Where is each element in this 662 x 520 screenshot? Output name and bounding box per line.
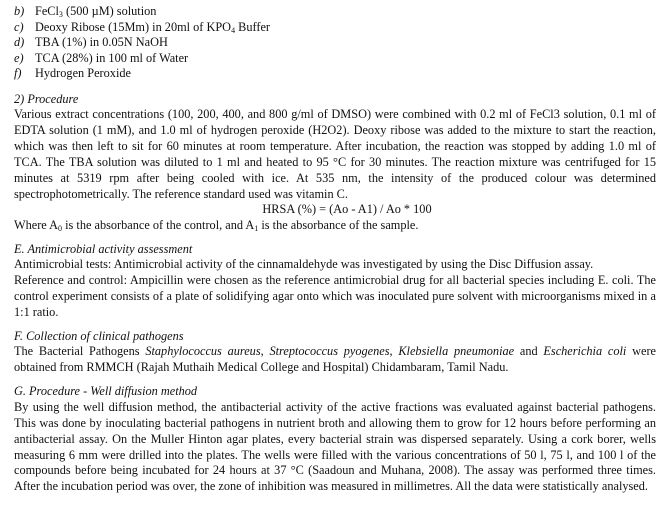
species-name: Streptococcus pyogenes <box>269 344 390 359</box>
species-name: Klebsiella pneumoniae <box>398 344 515 359</box>
reagent-list <box>14 4 656 82</box>
formula-explanation: Where $A_0$ is the absorbance of the control, and $A_1$ is the absorbance of the sample. <box>14 217 419 233</box>
reagent-item: f) Hydrogen Peroxide <box>14 66 131 80</box>
well-diffusion-paragraph: By using the well diffusion method, the antibacterial activity of the active fractions was evaluated against bacterial pathogens. This was done by inoculating bacterial pathogens in nutrient broth and allowing them to grow for 12 hours before performing an antibacterial assay. On the Muller Hinton agar plates, every bacterial strain was dispersed separately. Using a cork borer, wells measuring 6 mm were drilled into the plates. The wells were filled with the various concentrations of 50 l, 75 l, and 100 l of the compounds before being incubated for 24 hours at 37 °C (Saadoun and Muhana, 2008). The assay was performed three times. After the incubation period was over, the zone of inhibition was measured in millimetres. All the data were statistically analysed. <box>14 399 656 494</box>
procedure-paragraph: Various extract concentrations (100, 200, 400, and 800 g/ml of DMSO) were combined with 0.2 ml of FeCl3 solution, 0.1 ml of EDTA solution (1 mM), and 1.0 ml of hydrogen peroxide (H2O2). Deoxy ribose was added to the mixture to start the reaction, which was then left to sit for 60 minutes at room temperature. After incubation, the reaction was stopped by adding 1.0 ml of TCA. The TBA solution was diluted to 1 ml and heated to 95 °C for 30 minutes. The reaction mixture was centrifuged for 15 minutes at 5319 rpm after being cooled with ice. At 535 nm, the intensity of the produced colour was determined spectrophotometrically. The reference standard used was vitamin C. <box>14 107 656 201</box>
reagent-item: e) TCA (28%) in 100 ml of Water <box>14 50 189 65</box>
pathogens-paragraph: The Bacterial Pathogens Staphylococcus aureus, Streptococcus pyogenes, Klebsiella pneumoniae and Escherichia coli were obtained from RMMCH (Rajah Muthaih Medical College and Hospital) Chidambaram, Tamil Nadu. <box>14 344 656 375</box>
document-page <box>14 4 656 495</box>
hrsa-formula: HRSA (%) = (Ao - A1) / Ao * 100 <box>262 202 432 217</box>
species-name: Staphylococcus aureus <box>145 344 261 359</box>
reagent-item: c) Deoxy Ribose (15Mm) in 20ml of $KPO_4$ Buffer <box>14 19 271 35</box>
pathogens-heading: F. Collection of clinical pathogens <box>14 328 184 343</box>
reference-control-paragraph: Reference and control: Ampicillin were chosen as the reference antimicrobial drug for all bacterial species including E. coli. The control experiment consists of a plate of solidifying agar onto which was inoculated pure solvent with microorganisms mixed in a 1:1 ratio. <box>14 273 656 320</box>
well-diffusion-heading: G. Procedure - Well diffusion method <box>14 384 198 399</box>
species-name: Escherichia coli <box>543 344 627 359</box>
reagent-item: b) FeCl$_3$ (500 µM) solution <box>14 4 157 19</box>
reagent-item: d) TBA (1%) in 0.05N NaOH <box>14 35 168 49</box>
procedure-heading: 2) Procedure <box>14 91 79 106</box>
antimicrobial-heading: E. Antimicrobial activity assessment <box>14 241 193 256</box>
antimicrobial-tests-paragraph: Antimicrobial tests: Antimicrobial activity of the cinnamaldehyde was investigated by using the Disc Diffusion assay. <box>14 257 594 272</box>
